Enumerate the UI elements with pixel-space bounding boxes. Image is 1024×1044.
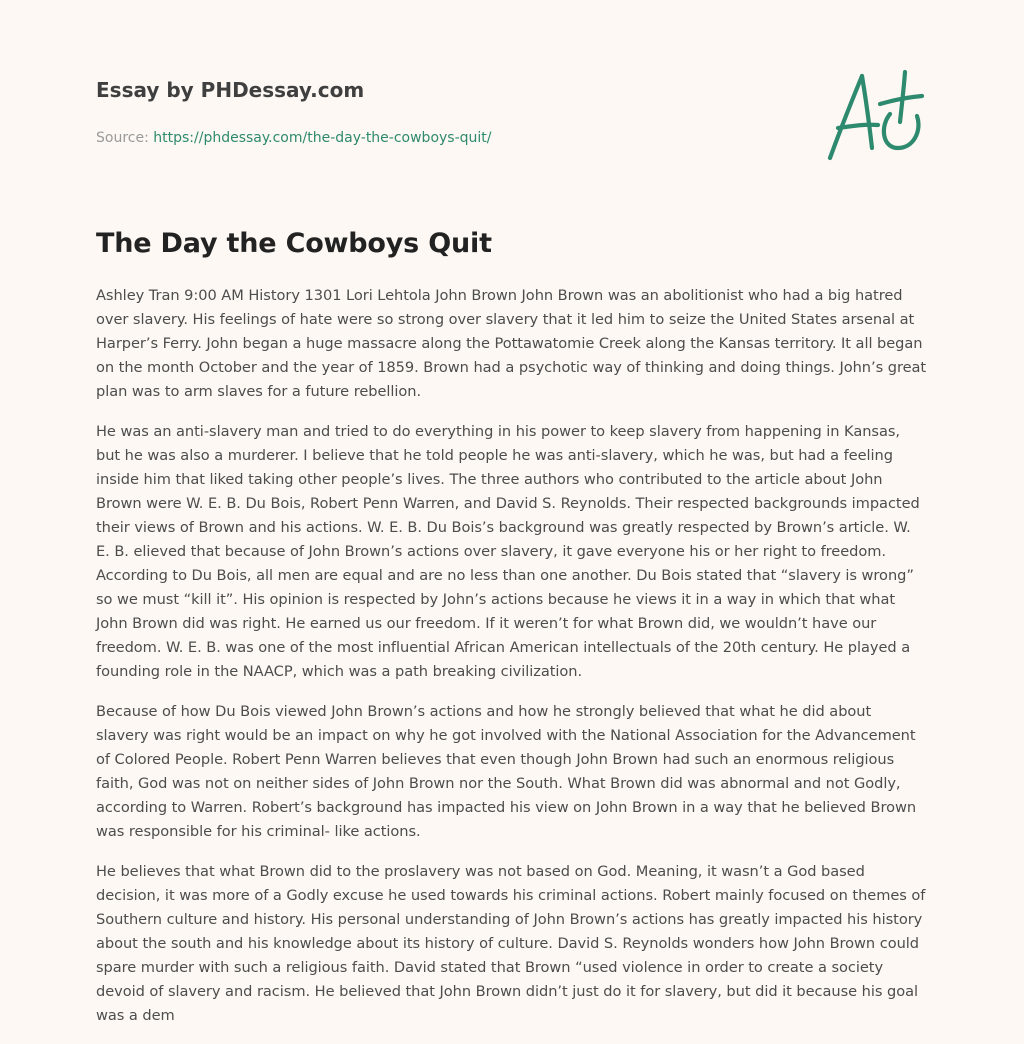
essay-paragraph: He believes that what Brown did to the proslavery was not based on God. Meaning, it wasn’t a God based decision, it was more of a Godly excuse he used towards his criminal actions. Robert mainly focused on themes of Southern culture and history. His personal understanding of John Brown’s actions has greatly impacted his history about the south and his knowledge about its history of culture. David S. Reynolds wonders how John Brown could spare murder with such a religious faith. David stated that Brown “used violence in order to create a society devoid of slavery and racism. He believed that John Brown didn’t just do it for slavery, but did it because his goal was a dem bbox=[96, 863, 926, 1024]
essay-title: The Day the Cowboys Quit bbox=[96, 228, 492, 259]
source-line bbox=[96, 128, 796, 148]
essay-paragraph: He was an anti-slavery man and tried to do everything in his power to keep slavery from happening in Kansas, but he was also a murderer. I believe that he told people he was anti-slavery, which he was, but had a feeling inside him that liked taking other people’s lives. The three authors who contributed to the article about John Brown were W. E. B. Du Bois, Robert Penn Warren, and David S. Reynolds. Their respected backgrounds impacted their views of Brown and his actions. W. E. B. Du Bois’s background was greatly respected by Brown’s article. W. E. B. elieved that because of John Brown’s actions over slavery, it gave everyone his or her right to freedom. According to Du Bois, all men are equal and are no less than one another. Du Bois stated that “slavery is wrong” so we must “kill it”. His opinion is respected by John’s actions because he views it in a way in which that what John Brown did was right. He earned us our freedom. If it weren’t for what Brown did, we wouldn’t have our freedom. W. E. B. was one of the most influential African American intellectuals of the 20th century. He played a founding role in the NAACP, which was a path breaking civilization. bbox=[96, 423, 920, 680]
a-plus-grade-icon bbox=[822, 64, 932, 168]
source-label: Source: bbox=[96, 130, 149, 146]
essay-body bbox=[96, 284, 928, 1044]
essay-paragraph: Ashley Tran 9:00 AM History 1301 Lori Lehtola John Brown John Brown was an abolitionist who had a big hatred over slavery. His feelings of hate were so strong over slavery that it led him to seize the United States arsenal at Harper’s Ferry. John began a huge massacre along the Pottawatomie Creek along the Kansas territory. It all began on the month October and the year of 1859. Brown had a psychotic way of thinking and doing things. John’s great plan was to arm slaves for a future rebellion. bbox=[96, 287, 927, 400]
page-header bbox=[96, 76, 796, 148]
essay-paragraph: Because of how Du Bois viewed John Brown’s actions and how he strongly believed that what he did about slavery was right would be an impact on why he got involved with the National Association for the Advancement of Colored People. Robert Penn Warren believes that even though John Brown had such an enormous religious faith, God was not on neither sides of John Brown nor the South. What Brown did was abnormal and not Godly, according to Warren. Robert’s background has impacted his view on John Brown in a way that he believed Brown was responsible for his criminal- like actions. bbox=[96, 703, 917, 840]
site-brand: Essay by PHDessay.com bbox=[96, 78, 365, 102]
source-link[interactable]: https://phdessay.com/the-day-the-cowboys-quit/ bbox=[153, 130, 492, 146]
